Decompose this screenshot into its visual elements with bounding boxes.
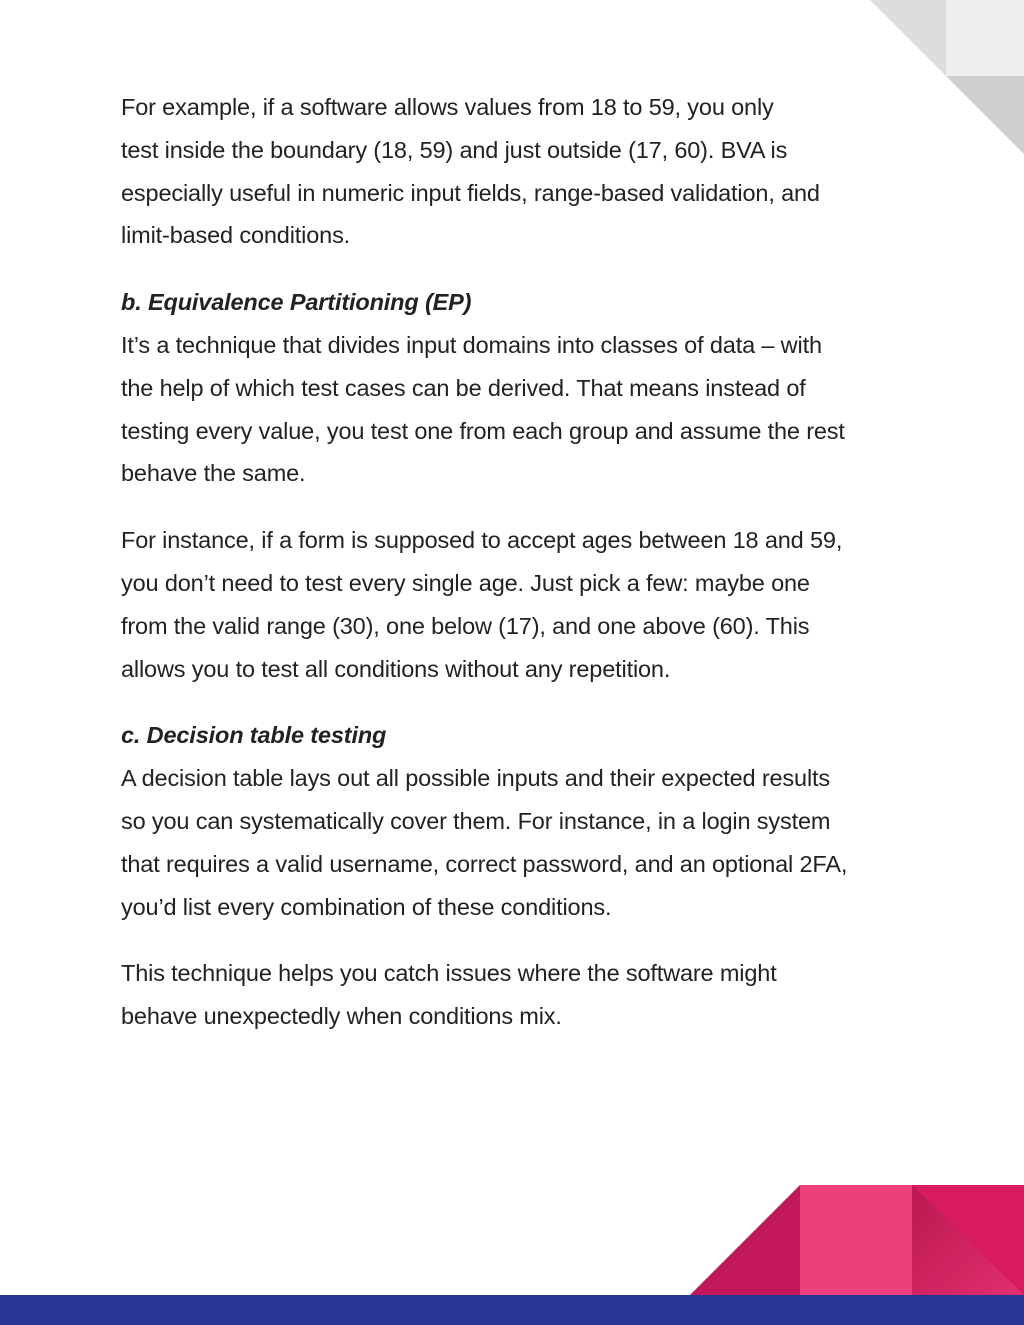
document-body	[121, 86, 911, 1038]
paragraph-spacer	[121, 495, 911, 519]
ep-body-paragraph: It’s a technique that divides input domains into classes of data – with the help of which test cases can be derived. That means instead of testing every value, you test one from each group and assume the rest behave the same.	[121, 331, 845, 487]
paragraph-spacer	[121, 257, 911, 281]
dt-section-heading: c. Decision table testing	[121, 722, 387, 749]
bottom-right-decoration	[690, 1185, 1024, 1295]
paragraph-spacer	[121, 690, 911, 714]
ep-section-heading: b. Equivalence Partitioning (EP)	[121, 289, 472, 316]
ep-example-paragraph: For instance, if a form is supposed to accept ages between 18 and 59, you don’t need to test every single age. Just pick a few: maybe one from the valid range (30), one below (17), and one above (60). This allows you to test all conditions without any repetition.	[121, 527, 843, 682]
paragraph-spacer	[121, 928, 911, 952]
dt-body-paragraph: A decision table lays out all possible inputs and their expected results so you can systematically cover them. For instance, in a login system that requires a valid username, correct password, and an optional 2FA, you’d list every combination of these conditions.	[121, 765, 848, 920]
footer-bar	[0, 1295, 1024, 1325]
bva-example-paragraph: For example, if a software allows values from 18 to 59, you only test inside the boundary (18, 59) and just outside (17, 60). BVA is especially useful in numeric input fields, range-based validation, and limit-based conditions.	[121, 94, 820, 249]
dt-closing-paragraph: This technique helps you catch issues where the software might behave unexpectedly when conditions mix.	[121, 960, 777, 1030]
